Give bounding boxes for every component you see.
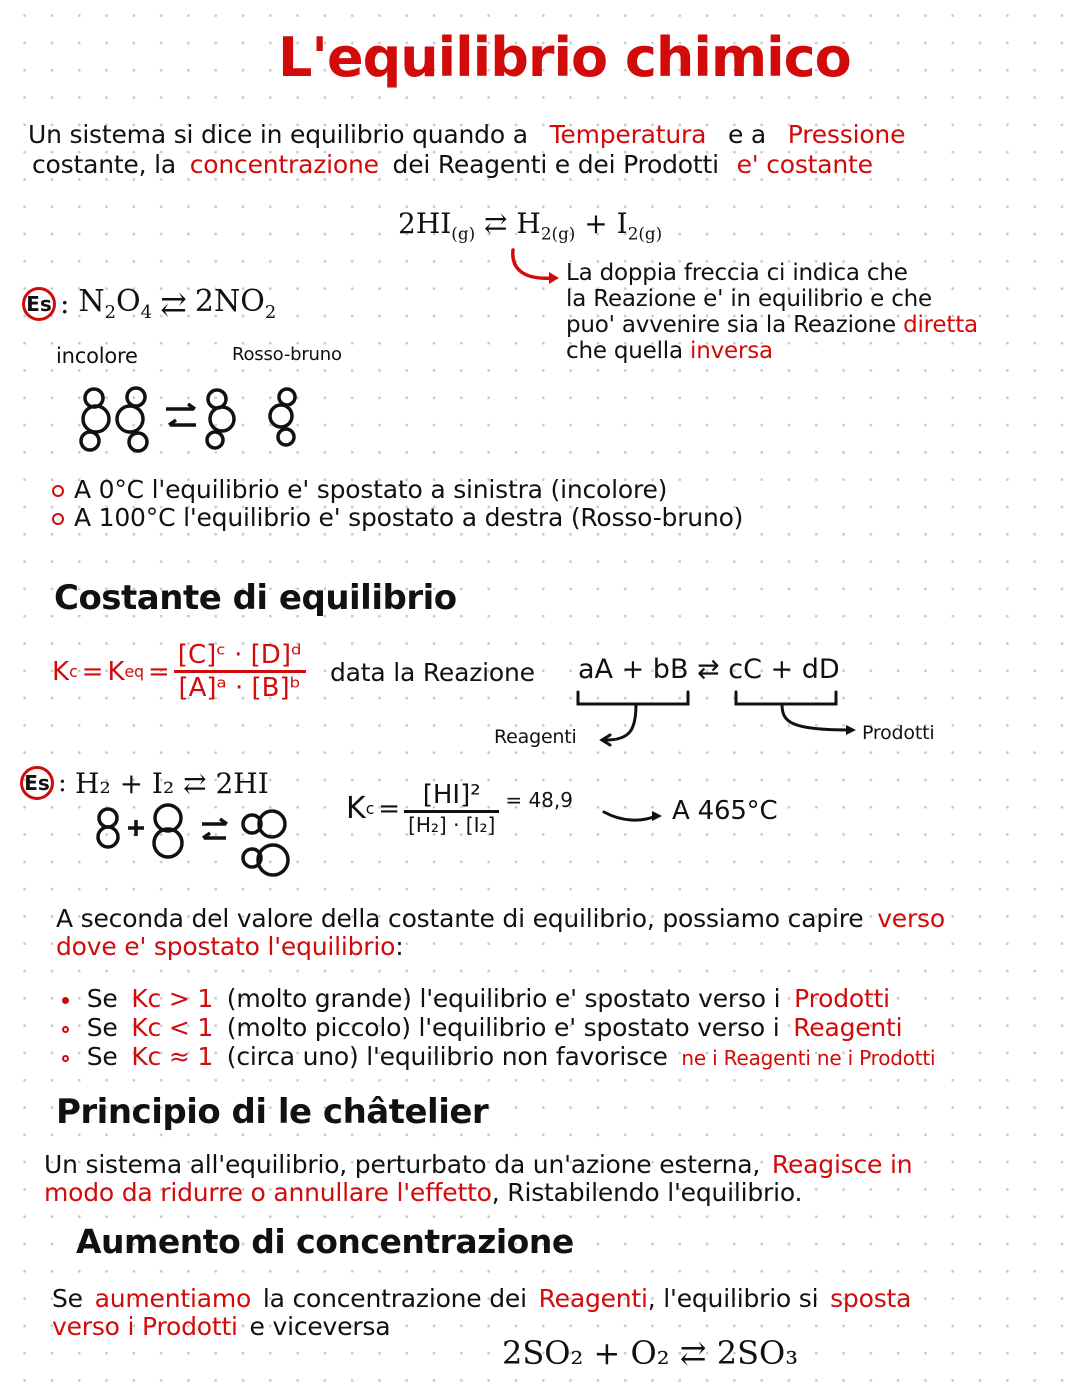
h2-i2-equation: H₂ + I₂ ⇄ 2HI [75,766,269,800]
example-1: Es : $N_2O_4$ ⇄ $2NO_2$ [22,284,276,323]
intro-line-2 [32,150,873,179]
label-reagenti: Reagenti [494,726,577,748]
generic-reactants: aA + bB [578,654,689,685]
intro-text: costante, la [32,150,176,179]
note-line: puo' avvenire sia la Reazione diretta [566,312,978,338]
keyword-costante: e' costante [736,150,873,179]
curved-arrow-icon [505,248,565,288]
label-rosso-bruno: Rosso-bruno [232,344,342,365]
keyword-ridurre-effetto: modo da ridurre o annullare l'effetto [44,1178,492,1207]
fraction-numerator: [C]ᶜ · [D]ᵈ [177,640,302,670]
hi-left: 2HI [398,207,452,240]
keyword-reagisce: Reagisce in [771,1150,913,1179]
generic-reaction [578,654,840,685]
note-line: la Reazione e' in equilibrio e che [566,286,932,312]
example-badge: Es [22,287,56,321]
kc-target: Reagenti [793,1013,903,1042]
note-line: che quella inversa [566,338,773,364]
keyword-dove-spostato: dove e' spostato l'equilibrio [56,932,396,961]
arrow-right-icon [602,806,662,826]
given-reaction-text: data la Reazione [330,658,535,687]
interpretation-line-1: A seconda del valore della costante di equilibrio, possiamo capire verso [56,904,945,933]
bullet-icon [62,1055,69,1062]
kc-formula: K c = K eq = $\frac{\text{[C]ᶜ · [D]ᵈ}}{\text{[A]ᵃ · [B]ᵇ}}$ [52,640,306,703]
chatelier-line-2: modo da ridurre o annullare l'effetto, Ristabilendo l'equilibrio. [44,1178,803,1207]
kc-fraction [174,640,306,703]
keyword-temperatura: Temperatura [549,120,707,149]
intro-line-1 [28,120,905,149]
bullet-icon [62,997,69,1004]
example-2: Es : H₂ + I₂ ⇄ 2HI [20,766,269,800]
fraction-numerator: [HI]² [422,780,481,810]
fraction-denominator: [H₂] · [I₂] [408,813,496,837]
n2o4-molecule-diagram [70,385,330,455]
intro-text: e a [727,120,767,149]
intro-text: dei Reagenti e dei Prodotti [392,150,719,179]
hi-right-h: H [516,207,541,240]
keyword-inversa: inversa [690,338,773,364]
bullet-item: A 0°C l'equilibrio e' spostato a sinistra (incolore) [52,476,743,504]
plus: + [584,207,608,240]
example-badge: Es [20,766,54,800]
no2: $2NO_2$ [194,284,277,323]
reaction-hi [398,207,662,244]
kc-hi-fraction [404,780,499,837]
label-prodotti: Prodotti [862,722,935,744]
intro-text: Un sistema si dice in equilibrio quando a [28,120,528,149]
bullet-icon [52,513,64,525]
hi-right-i-sub: 2(g) [627,223,663,244]
keyword-reagenti: Reagenti [538,1284,648,1313]
hi-left-state: (g) [451,223,476,244]
note-line: La doppia freccia ci indica che [566,260,908,286]
so2-equation: 2SO₂ + O₂ ⇄ 2SO₃ [502,1334,799,1372]
h2-i2-molecule-diagram [90,808,300,888]
kc-case-item: Se Kc < 1 (molto piccolo) l'equilibrio e' spostato verso i Reagenti [62,1013,935,1042]
hi-right-h-sub: 2(g) [540,223,576,244]
keyword-sposta: sposta [830,1284,912,1313]
keyword-diretta: diretta [903,312,978,338]
keyword-aumentiamo: aumentiamo [94,1284,252,1313]
kc-case-item: Se Kc ≈ 1 (circa uno) l'equilibrio non favorisce ne i Reagenti ne i Prodotti [62,1042,935,1073]
kc-target: ne i Reagenti ne i Prodotti [681,1046,936,1070]
generic-products: cC + dD [728,654,840,685]
section-heading-concentrazione: Aumento di concentrazione [76,1222,574,1261]
fraction-denominator: [A]ᵃ · [B]ᵇ [178,673,301,703]
equilibrium-arrow-icon: ⇄ [697,654,720,685]
kc-condition: Kc > 1 [131,984,214,1013]
equilibrium-arrow-icon: ⇄ [484,207,508,240]
equilibrium-arrow-icon: ⇄ [160,284,187,323]
concentrazione-line-1: Se aumentiamo la concentrazione dei Reagenti, l'equilibrio si sposta [52,1284,912,1313]
reactants-products-brackets [570,690,870,750]
keyword-verso: verso [877,904,945,933]
page-title: L'equilibrio chimico [278,26,851,89]
kc-target: Prodotti [794,984,890,1013]
kc-condition: Kc < 1 [131,1013,214,1042]
keyword-concentrazione: concentrazione [189,150,379,179]
interpretation-line-2: dove e' spostato l'equilibrio: [56,932,404,961]
note-double-arrow [566,260,978,364]
kc-hi-formula: K c = $\frac{\text{[HI]²}}{\text{[H₂] · [I₂]}}$ = 48,9 [346,780,573,837]
n2o4: $N_2O_4$ [78,284,153,323]
kc-case-item: Se Kc > 1 (molto grande) l'equilibrio e' spostato verso i Prodotti [62,984,935,1013]
bullet-icon [62,1026,69,1033]
label-incolore: incolore [56,344,138,368]
hi-right-i: I [616,207,628,240]
chatelier-line-1: Un sistema all'equilibrio, perturbato da un'azione esterna, Reagisce in [44,1150,913,1179]
section-heading-costante: Costante di equilibrio [54,578,457,618]
bullet-icon [52,485,64,497]
kc-value: = 48,9 [505,787,573,812]
keyword-pressione: Pressione [787,120,906,149]
kc-condition: Kc ≈ 1 [131,1042,214,1071]
temperature-text: A 465°C [672,796,778,826]
bullet-item: A 100°C l'equilibrio e' spostato a destra (Rosso-bruno) [52,504,743,532]
concentrazione-line-2: verso i Prodotti e viceversa [52,1312,391,1341]
section-heading-chatelier: Principio di le châtelier [56,1092,489,1132]
keyword-verso-prodotti: verso i Prodotti [52,1312,238,1341]
kc-cases-list [62,984,935,1073]
temperature-bullets [52,476,743,532]
